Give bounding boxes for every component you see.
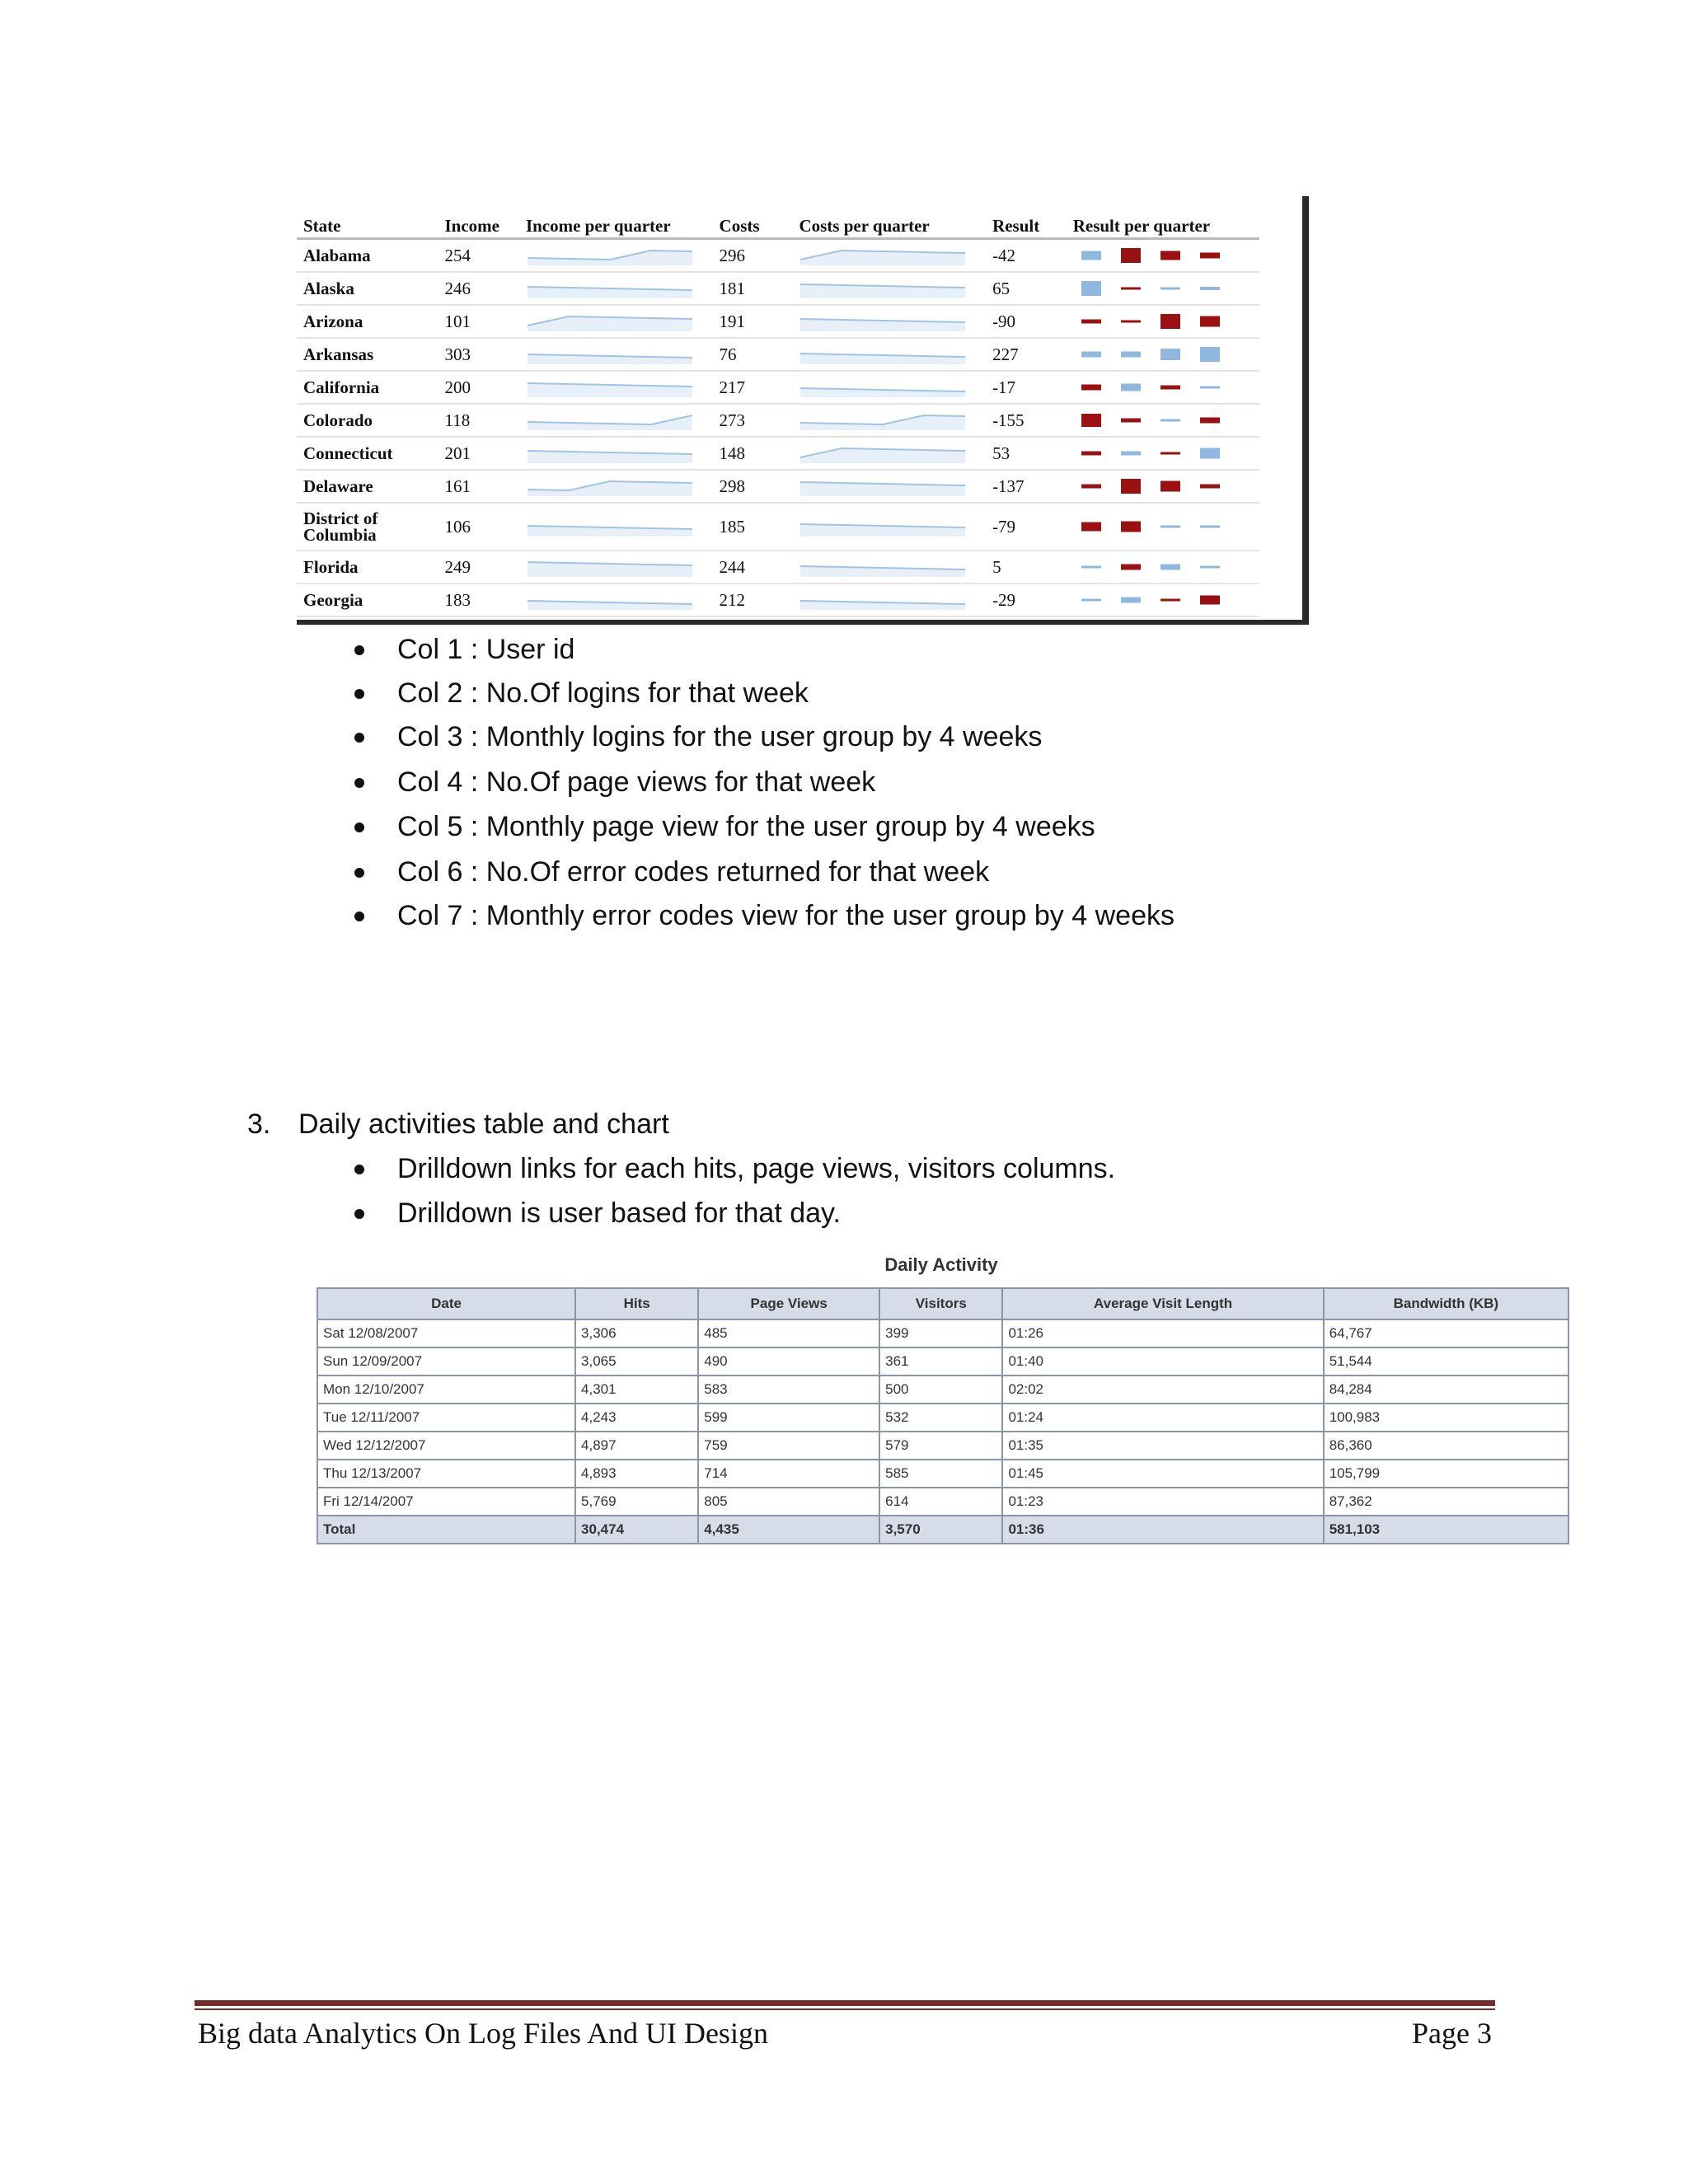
result-quarter-bar xyxy=(1081,566,1101,569)
result-quarter-bar xyxy=(1200,566,1220,569)
sparkline xyxy=(799,443,967,463)
costs-value: 76 xyxy=(713,338,793,371)
costs-value: 298 xyxy=(713,470,793,503)
costs-value: 212 xyxy=(713,583,793,616)
result-quarter-cell xyxy=(1067,239,1259,273)
table-row xyxy=(297,305,1259,338)
result-quarter-bar xyxy=(1160,599,1180,602)
avg-visit-length-cell: 01:40 xyxy=(1002,1347,1323,1376)
sparkline xyxy=(526,443,694,463)
table-row xyxy=(317,1319,1568,1347)
result-value: 65 xyxy=(986,272,1067,305)
state-name: Alaska xyxy=(297,272,438,305)
state-name: Florida xyxy=(297,551,438,583)
table-row xyxy=(297,437,1259,470)
income-value: 249 xyxy=(438,551,518,583)
result-value: 53 xyxy=(986,437,1067,470)
sparkline xyxy=(526,517,694,537)
col-header: Costs per quarter xyxy=(792,196,986,239)
result-quarter-cell xyxy=(1067,503,1259,551)
result-quarter-bars xyxy=(1073,410,1238,431)
costs-sparkline-cell xyxy=(792,470,986,503)
costs-value: 181 xyxy=(713,272,793,305)
table-row xyxy=(297,404,1259,437)
sparkline xyxy=(526,279,694,298)
result-quarter-cell xyxy=(1067,272,1259,305)
result-quarter-bar xyxy=(1081,352,1101,358)
result-quarter-bar xyxy=(1081,485,1101,489)
state-name: California xyxy=(297,371,438,404)
bullet-icon xyxy=(354,689,364,699)
costs-value: 273 xyxy=(713,404,793,437)
result-quarter-bar xyxy=(1200,287,1220,290)
bandwidth-cell: 64,767 xyxy=(1324,1319,1568,1347)
col-header: Result per quarter xyxy=(1067,196,1259,239)
result-quarter-bar xyxy=(1200,485,1220,489)
visitors-cell: 500 xyxy=(879,1376,1002,1404)
sparkline xyxy=(526,344,694,364)
page-views-cell: 485 xyxy=(698,1319,879,1347)
table-row xyxy=(297,239,1259,273)
state-name: District of Columbia xyxy=(297,503,438,551)
result-quarter-bars xyxy=(1073,516,1238,537)
result-quarter-bar xyxy=(1081,281,1101,296)
table-row xyxy=(297,503,1259,551)
result-quarter-bar xyxy=(1081,452,1101,456)
income-value: 201 xyxy=(438,437,518,470)
sparkline xyxy=(799,517,967,537)
result-quarter-bar xyxy=(1160,386,1180,390)
costs-sparkline-cell xyxy=(792,338,986,371)
col-header: Income xyxy=(438,196,518,239)
result-quarter-bar xyxy=(1121,248,1141,263)
col-header: Page Views xyxy=(698,1288,879,1319)
result-value: -137 xyxy=(986,470,1067,503)
bullet-icon xyxy=(354,868,364,878)
sparkline xyxy=(799,410,967,430)
result-quarter-bar xyxy=(1200,418,1220,424)
visitors-cell: 532 xyxy=(879,1404,1002,1432)
bullet-icon xyxy=(354,645,364,655)
hits-cell: 4,897 xyxy=(575,1432,698,1460)
page-views-cell: 490 xyxy=(698,1347,879,1376)
costs-sparkline-cell xyxy=(792,239,986,273)
result-quarter-bars xyxy=(1073,344,1238,365)
result-quarter-bar xyxy=(1121,419,1141,423)
page-views-cell: 4,435 xyxy=(698,1516,879,1544)
result-value: -155 xyxy=(986,404,1067,437)
result-quarter-cell xyxy=(1067,437,1259,470)
result-quarter-bar xyxy=(1160,419,1180,422)
income-sparkline-cell xyxy=(519,272,713,305)
table-row xyxy=(297,272,1259,305)
avg-visit-length-cell: 01:45 xyxy=(1002,1460,1323,1488)
sparkline xyxy=(526,557,694,577)
result-quarter-bars xyxy=(1073,377,1238,398)
state-name: Arizona xyxy=(297,305,438,338)
income-sparkline-cell xyxy=(519,338,713,371)
sparkline xyxy=(799,279,967,298)
income-value: 200 xyxy=(438,371,518,404)
hits-cell: 30,474 xyxy=(575,1516,698,1544)
result-value: -29 xyxy=(986,583,1067,616)
page-views-cell: 805 xyxy=(698,1488,879,1516)
costs-sparkline-cell xyxy=(792,305,986,338)
page-views-cell: 599 xyxy=(698,1404,879,1432)
sparkline xyxy=(799,344,967,364)
state-name: Alabama xyxy=(297,239,438,273)
result-quarter-cell xyxy=(1067,551,1259,583)
result-quarter-bars xyxy=(1073,443,1238,464)
state-name: Delaware xyxy=(297,470,438,503)
income-sparkline-cell xyxy=(519,470,713,503)
result-value: -42 xyxy=(986,239,1067,273)
table-row xyxy=(317,1460,1568,1488)
sparkline xyxy=(526,590,694,610)
result-quarter-cell xyxy=(1067,371,1259,404)
hits-cell: 4,243 xyxy=(575,1404,698,1432)
bullet-icon xyxy=(354,1165,364,1174)
result-quarter-bar xyxy=(1160,526,1180,528)
date-cell: Mon 12/10/2007 xyxy=(317,1376,575,1404)
page-views-cell: 583 xyxy=(698,1376,879,1404)
income-value: 246 xyxy=(438,272,518,305)
state-name: Georgia xyxy=(297,583,438,616)
hits-cell: 5,769 xyxy=(575,1488,698,1516)
bandwidth-cell: 100,983 xyxy=(1324,1404,1568,1432)
costs-sparkline-cell xyxy=(792,404,986,437)
bandwidth-cell: 84,284 xyxy=(1324,1376,1568,1404)
sparkline xyxy=(799,246,967,265)
income-sparkline-cell xyxy=(519,583,713,616)
result-value: -17 xyxy=(986,371,1067,404)
result-quarter-bar xyxy=(1121,522,1141,532)
visitors-cell: 585 xyxy=(879,1460,1002,1488)
sparkline xyxy=(526,246,694,265)
table-row xyxy=(317,1488,1568,1516)
col-header: Bandwidth (KB) xyxy=(1324,1288,1568,1319)
table-row xyxy=(297,583,1259,616)
date-cell: Fri 12/14/2007 xyxy=(317,1488,575,1516)
costs-value: 148 xyxy=(713,437,793,470)
costs-value: 244 xyxy=(713,551,793,583)
sparkline xyxy=(799,312,967,331)
section-number: 3. xyxy=(247,1108,271,1140)
result-value: 5 xyxy=(986,551,1067,583)
visitors-cell: 3,570 xyxy=(879,1516,1002,1544)
col-header: Average Visit Length xyxy=(1002,1288,1323,1319)
avg-visit-length-cell: 01:24 xyxy=(1002,1404,1323,1432)
col-header: State xyxy=(297,196,438,239)
bullet-icon xyxy=(354,823,364,832)
result-quarter-bar xyxy=(1160,565,1180,570)
result-quarter-bar xyxy=(1121,352,1141,358)
result-quarter-bar xyxy=(1200,387,1220,389)
footer-rule xyxy=(195,2000,1495,2006)
income-value: 183 xyxy=(438,583,518,616)
result-quarter-bar xyxy=(1121,598,1141,603)
table-row xyxy=(317,1347,1568,1376)
result-quarter-bar xyxy=(1081,523,1101,532)
visitors-cell: 579 xyxy=(879,1432,1002,1460)
result-value: -79 xyxy=(986,503,1067,551)
bandwidth-cell: 86,360 xyxy=(1324,1432,1568,1460)
result-quarter-bar xyxy=(1160,481,1180,492)
date-cell: Total xyxy=(317,1516,575,1544)
state-name: Connecticut xyxy=(297,437,438,470)
income-value: 303 xyxy=(438,338,518,371)
col-header: Costs xyxy=(713,196,793,239)
result-quarter-cell xyxy=(1067,470,1259,503)
footer-rule-thin xyxy=(195,2008,1495,2010)
date-cell: Tue 12/11/2007 xyxy=(317,1404,575,1432)
sparkline xyxy=(526,476,694,496)
sparkline xyxy=(526,410,694,430)
sparkline xyxy=(799,377,967,397)
hits-cell: 4,893 xyxy=(575,1460,698,1488)
result-quarter-bar xyxy=(1160,314,1180,329)
income-sparkline-cell xyxy=(519,239,713,273)
result-quarter-cell xyxy=(1067,404,1259,437)
state-table-header xyxy=(297,196,1259,239)
costs-sparkline-cell xyxy=(792,503,986,551)
costs-value: 191 xyxy=(713,305,793,338)
table-row xyxy=(297,338,1259,371)
income-value: 106 xyxy=(438,503,518,551)
sparkline xyxy=(526,377,694,397)
result-value: 227 xyxy=(986,338,1067,371)
income-value: 161 xyxy=(438,470,518,503)
result-quarter-bar xyxy=(1081,251,1101,260)
result-quarter-cell xyxy=(1067,338,1259,371)
bandwidth-cell: 581,103 xyxy=(1324,1516,1568,1544)
costs-value: 185 xyxy=(713,503,793,551)
costs-sparkline-cell xyxy=(792,583,986,616)
visitors-cell: 614 xyxy=(879,1488,1002,1516)
result-quarter-bars xyxy=(1073,589,1238,611)
income-sparkline-cell xyxy=(519,437,713,470)
state-table-figure xyxy=(297,196,1309,625)
result-quarter-bar xyxy=(1121,479,1141,494)
table-row xyxy=(317,1376,1568,1404)
section-title: Daily activities table and chart xyxy=(298,1108,669,1140)
sparkline xyxy=(799,476,967,496)
col-header: Date xyxy=(317,1288,575,1319)
table-row xyxy=(317,1432,1568,1460)
table-row xyxy=(297,371,1259,404)
costs-sparkline-cell xyxy=(792,272,986,305)
result-quarter-cell xyxy=(1067,305,1259,338)
result-quarter-bars xyxy=(1073,245,1238,266)
sparkline-area xyxy=(528,481,692,496)
date-cell: Thu 12/13/2007 xyxy=(317,1460,575,1488)
footer-page-number: Page 3 xyxy=(1412,2017,1492,2050)
result-quarter-bar xyxy=(1160,349,1180,360)
result-quarter-bars xyxy=(1073,476,1238,497)
costs-sparkline-cell xyxy=(792,551,986,583)
result-quarter-bar xyxy=(1200,448,1220,459)
result-quarter-bar xyxy=(1121,565,1141,570)
visitors-cell: 361 xyxy=(879,1347,1002,1376)
result-quarter-bars xyxy=(1073,556,1238,578)
bullet-icon xyxy=(354,733,364,743)
daily-activity-table xyxy=(316,1287,1569,1544)
income-sparkline-cell xyxy=(519,503,713,551)
avg-visit-length-cell: 01:26 xyxy=(1002,1319,1323,1347)
income-value: 254 xyxy=(438,239,518,273)
avg-visit-length-cell: 01:35 xyxy=(1002,1432,1323,1460)
result-quarter-bar xyxy=(1200,316,1220,327)
result-quarter-bar xyxy=(1121,384,1141,391)
date-cell: Sat 12/08/2007 xyxy=(317,1319,575,1347)
sparkline xyxy=(526,312,694,331)
result-quarter-bar xyxy=(1200,253,1220,259)
table-row xyxy=(317,1404,1568,1432)
income-sparkline-cell xyxy=(519,404,713,437)
bandwidth-cell: 51,544 xyxy=(1324,1347,1568,1376)
date-cell: Wed 12/12/2007 xyxy=(317,1432,575,1460)
costs-value: 296 xyxy=(713,239,793,273)
result-value: -90 xyxy=(986,305,1067,338)
bullet-icon xyxy=(354,912,364,921)
date-cell: Sun 12/09/2007 xyxy=(317,1347,575,1376)
bullet-icon xyxy=(354,1209,364,1219)
income-sparkline-cell xyxy=(519,551,713,583)
col-header: Visitors xyxy=(879,1288,1002,1319)
col-header: Income per quarter xyxy=(519,196,713,239)
table-row xyxy=(297,470,1259,503)
result-quarter-cell xyxy=(1067,583,1259,616)
state-name: Colorado xyxy=(297,404,438,437)
hits-cell: 4,301 xyxy=(575,1376,698,1404)
result-quarter-bar xyxy=(1121,452,1141,456)
income-value: 118 xyxy=(438,404,518,437)
footer-document-title: Big data Analytics On Log Files And UI Design xyxy=(198,2017,768,2050)
result-quarter-bar xyxy=(1200,526,1220,528)
result-quarter-bar xyxy=(1121,288,1141,290)
result-quarter-bar xyxy=(1081,599,1101,602)
hits-cell: 3,306 xyxy=(575,1319,698,1347)
table-row xyxy=(297,551,1259,583)
avg-visit-length-cell: 02:02 xyxy=(1002,1376,1323,1404)
result-quarter-bar xyxy=(1081,320,1101,324)
col-header: Hits xyxy=(575,1288,698,1319)
costs-sparkline-cell xyxy=(792,437,986,470)
result-quarter-bar xyxy=(1081,385,1101,391)
result-quarter-bar xyxy=(1200,596,1220,605)
result-quarter-bar xyxy=(1081,414,1101,427)
col-header: Result xyxy=(986,196,1067,239)
bandwidth-cell: 105,799 xyxy=(1324,1460,1568,1488)
result-quarter-bars xyxy=(1073,311,1238,332)
result-quarter-bar xyxy=(1160,288,1180,290)
bandwidth-cell: 87,362 xyxy=(1324,1488,1568,1516)
sparkline xyxy=(799,590,967,610)
state-name: Arkansas xyxy=(297,338,438,371)
costs-sparkline-cell xyxy=(792,371,986,404)
state-table xyxy=(297,196,1259,617)
result-quarter-bar xyxy=(1160,452,1180,455)
visitors-cell: 399 xyxy=(879,1319,1002,1347)
daily-activity-title: Daily Activity xyxy=(884,1254,998,1275)
income-sparkline-cell xyxy=(519,305,713,338)
result-quarter-bar xyxy=(1160,251,1180,260)
avg-visit-length-cell: 01:36 xyxy=(1002,1516,1323,1544)
page-views-cell: 759 xyxy=(698,1432,879,1460)
bullet-icon xyxy=(354,778,364,788)
page-views-cell: 714 xyxy=(698,1460,879,1488)
avg-visit-length-cell: 01:23 xyxy=(1002,1488,1323,1516)
costs-value: 217 xyxy=(713,371,793,404)
sparkline xyxy=(799,557,967,577)
result-quarter-bar xyxy=(1200,347,1220,362)
income-value: 101 xyxy=(438,305,518,338)
result-quarter-bars xyxy=(1073,278,1238,299)
result-quarter-bar xyxy=(1121,321,1141,323)
daily-header-row xyxy=(317,1288,1568,1319)
income-sparkline-cell xyxy=(519,371,713,404)
total-row xyxy=(317,1516,1568,1544)
hits-cell: 3,065 xyxy=(575,1347,698,1376)
